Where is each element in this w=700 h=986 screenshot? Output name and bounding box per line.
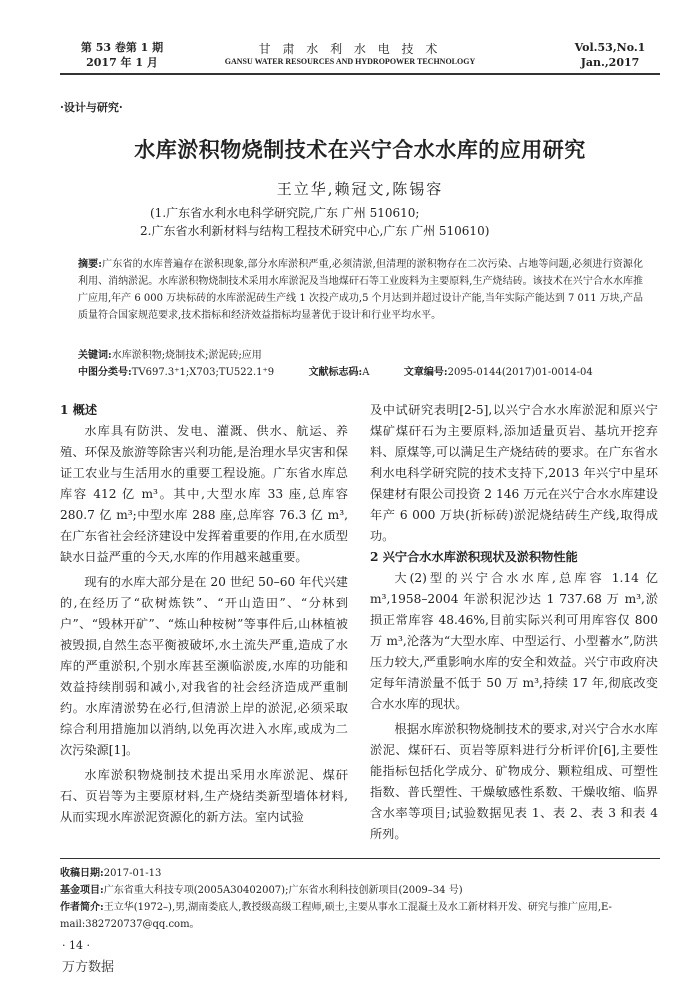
abstract-label: 摘要:	[78, 259, 102, 270]
header-divider	[60, 73, 660, 75]
header-date: 2017 年 1 月	[86, 56, 158, 69]
abstract	[78, 256, 643, 324]
paragraph: 现有的水库大部分是在 20 世纪 50–60 年代兴建的,在经历了“砍树炼铁”、“开山造田”、“分林到户”、“毁林开矿”、“炼山种桉树”等事件后,山林植被被毁损,自然生态平衡被破坏,水土流失严重,造成了水库的严重淤积,个别水库甚至濒临淤废,水库的功能和效益持续削弱和减小,对我省的社会经济造成严重制约。水库清淤势在必行,但清淤上岸的淤泥,必须采取综合利用措施加以消纳,以免再次进入水库,或成为二次污染源[1]。	[60, 575, 348, 757]
header-date-en: Jan.,2017	[580, 56, 640, 69]
paper-title: 水库淤积物烧制技术在兴宁合水水库的应用研究	[134, 137, 586, 162]
classification-line	[78, 364, 643, 381]
affiliation-1: (1.广东省水利水电科学研究院,广东 广州 510610;	[150, 206, 420, 220]
keywords-label: 关键词:	[78, 350, 112, 361]
header-volume-block	[62, 40, 182, 70]
received-date	[60, 865, 660, 882]
paragraph: 大(2)型的兴宁合水水库,总库容 1.14 亿 m³,1958–2004 年淤积泥沙达 1 737.68 万 m³,淤损正常库容 48.46%,目前实际兴利可用库容仅 800 万 m³,沦落为“大型水库、中型运行、小型蓄水”,防洪压力较大,严重影响水库的安全和效益。兴宁市政府决定每年清淤量不低于 50 万 m³,持续 17 年,彻底改变合水水库的现状。	[370, 571, 658, 711]
author-bio-text: 王立华(1972–),男,湖南娄底人,教授级高级工程师,硕士,主要从事水工混凝土及水工新材料开发、研究与推广应用,E-mail:382720737@qq.com。	[60, 902, 612, 930]
author-list: 王立华,赖冠文,陈锡容	[276, 180, 444, 198]
body-left-column	[60, 400, 348, 828]
paragraph: 水库具有防洪、发电、灌溉、供水、航运、养殖、环保及旅游等除害兴利功能,是治理水旱灾害和保证工农业与生活用水的重要工程设施。广东省水库总库容 412 亿 m³。其中,大型水库 33 座,总库容 280.7 亿 m³;中型水库 288 座,总库容 76.3 亿 m³,在广东省社会经济建设中发挥着重要的作用,在水质型缺水日益严重的今天,水库的作用越来越重要。	[60, 424, 348, 564]
article-number-value: 2095-0144(2017)01-0014-04	[447, 367, 593, 378]
header-volume: 第 53 卷第 1 期	[80, 41, 164, 54]
funding-value: 广东省重大科技专项(2005A30402007);广东省水利科技创新项目(2009–34 号)	[103, 885, 463, 896]
clc-label: 中图分类号:	[78, 367, 132, 378]
funding-label: 基金项目:	[60, 885, 104, 896]
keywords	[78, 347, 643, 364]
header-journal-block	[190, 40, 510, 66]
doc-code-label: 文献标志码:	[308, 367, 363, 378]
funding	[60, 882, 660, 899]
received-value: 2017-01-13	[103, 868, 162, 879]
abstract-text: 广东省的水库普遍存在淤积现象,部分水库淤积严重,必须清淤,但清理的淤积物存在二次污染、占地等问题,必须进行资源化利用、消纳淤泥。水库淤积物烧制技术采用水库淤泥及当地煤矸石等工业废料为主要原料,生产烧结砖。该技术在兴宁合水水库推广应用,年产 6 000 万块标砖的水库淤泥砖生产线 1 次投产成功,5 个月达到并超过设计产能,当年实际产能达到 7 011 万块,产品质量符合国家规范要求,技术指标和经济效益指标均显著优于设计和行业平均水平。	[78, 259, 643, 321]
section-1-heading: 1 概述	[60, 403, 98, 417]
body-right-column	[370, 400, 658, 845]
section-tag: ·设计与研究·	[60, 101, 123, 114]
section-2-heading: 2 兴宁合水水库淤积现状及淤积物性能	[370, 550, 578, 564]
header-volume-en: Vol.53,No.1	[574, 41, 646, 54]
author-bio-label: 作者简介:	[60, 902, 104, 913]
clc-value: TV697.3⁺1;X703;TU522.1⁺9	[131, 367, 275, 378]
affiliation-2: 2.广东省水利新材料与结构工程技术研究中心,广东 广州 510610)	[140, 224, 490, 238]
page-number: · 14 ·	[62, 939, 90, 952]
watermark-text: 万方数据	[62, 960, 115, 975]
header-volume-en-block	[560, 40, 660, 70]
keywords-text: 水库淤积物;烧制技术;淤泥砖;应用	[111, 350, 262, 361]
journal-name-en: GANSU WATER RESOURCES AND HYDROPOWER TECHNOLOGY	[224, 57, 476, 66]
paragraph: 水库淤积物烧制技术提出采用水库淤泥、煤矸石、页岩等为主要原材料,生产烧结类新型墙体材料,从而实现水库淤泥资源化的新方法。室内试验	[60, 768, 348, 824]
author-bio	[60, 899, 660, 933]
received-label: 收稿日期:	[60, 868, 104, 879]
article-number-label: 文章编号:	[403, 367, 448, 378]
doc-code-value: A	[362, 367, 370, 378]
paragraph: 根据水库淤积物烧制技术的要求,对兴宁合水水库淤泥、煤矸石、页岩等原料进行分析评价[6],主要性能指标包括化学成分、矿物成分、颗粒组成、可塑性指数、普氏塑性、干燥敏感性系数、干燥收缩、临界含水率等项目;试验数据见表 1、表 2、表 3 和表 4 所列。	[370, 722, 658, 841]
paragraph: 及中试研究表明[2-5],以兴宁合水水库淤泥和原兴宁煤矿煤矸石为主要原料,添加适量页岩、基坑开挖弃料、原煤等,可以满足生产烧结砖的要求。在广东省水利水电科学研究院的技术支持下,2013 年兴宁中星环保建材有限公司投资 2 146 万元在兴宁合水水库建设年产 6 000 万块(折标砖)淤泥烧结砖生产线,取得成功。	[370, 403, 658, 543]
footnote-divider	[60, 858, 660, 859]
journal-name-cn: 甘 肃 水 利 水 电 技 术	[258, 42, 442, 56]
